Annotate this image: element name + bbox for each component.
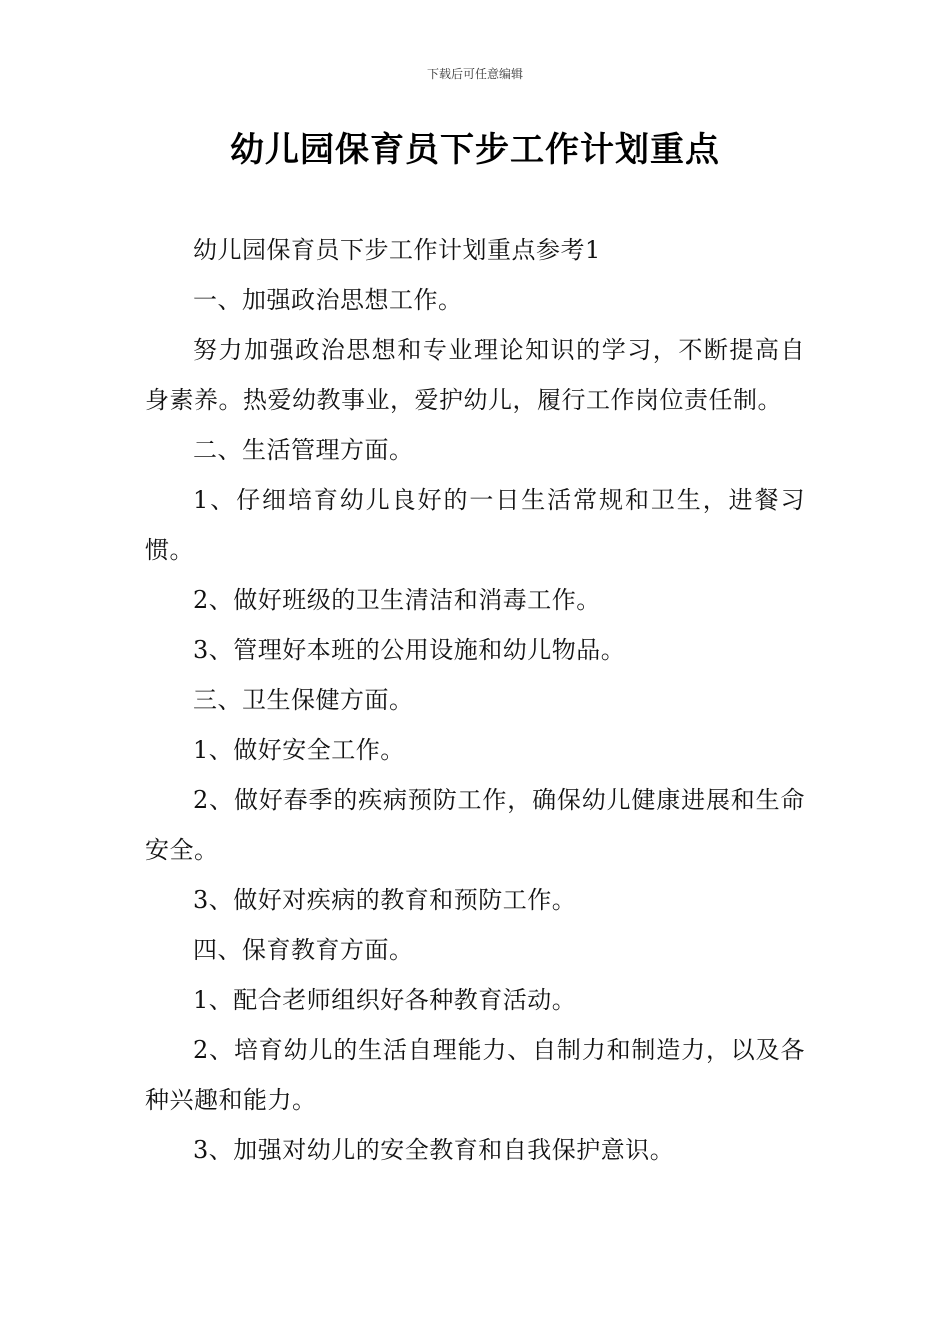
list-item: 1、仔细培育幼儿良好的一日生活常规和卫生，进餐习惯。 <box>145 486 805 564</box>
header-note: 下载后可任意编辑 <box>426 67 523 81</box>
list-item: 3、做好对疾病的教育和预防工作。 <box>193 886 577 914</box>
section-heading-2: 二、生活管理方面。 <box>193 436 414 464</box>
paragraph-reference-heading: 幼儿园保育员下步工作计划重点参考1 <box>193 236 601 264</box>
section-heading-3: 三、卫生保健方面。 <box>193 686 414 714</box>
list-item: 3、管理好本班的公用设施和幼儿物品。 <box>193 636 626 664</box>
section-heading-1: 一、加强政治思想工作。 <box>193 286 463 314</box>
document-body <box>145 225 805 1175</box>
list-item: 3、加强对幼儿的安全教育和自我保护意识。 <box>193 1136 675 1164</box>
list-item: 1、做好安全工作。 <box>193 736 405 764</box>
section-heading-4: 四、保育教育方面。 <box>193 936 414 964</box>
list-item: 2、做好春季的疾病预防工作，确保幼儿健康进展和生命安全。 <box>145 786 805 864</box>
list-item: 2、做好班级的卫生清洁和消毒工作。 <box>193 586 601 614</box>
paragraph: 努力加强政治思想和专业理论知识的学习，不断提高自身素养。热爱幼教事业，爱护幼儿，履行工作岗位责任制。 <box>145 336 805 414</box>
document-title: 幼儿园保育员下步工作计划重点 <box>230 130 720 170</box>
list-item: 2、培育幼儿的生活自理能力、自制力和制造力，以及各种兴趣和能力。 <box>145 1036 805 1114</box>
list-item: 1、配合老师组织好各种教育活动。 <box>193 986 577 1014</box>
